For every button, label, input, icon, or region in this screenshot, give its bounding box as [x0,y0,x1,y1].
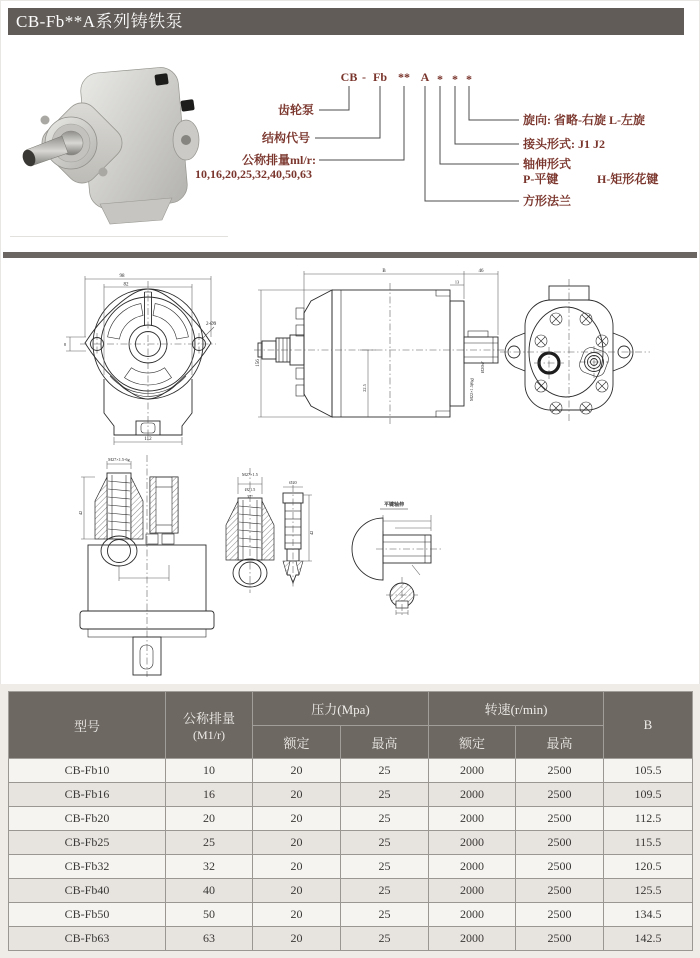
label-2-holes: 2-Ø9 [206,322,217,327]
technical-drawings [0,263,700,684]
port-section-left [95,473,143,566]
code-part-star1: * [437,72,443,86]
table-row: CB-Fb16 16 20 25 2000 2500 109.5 [9,783,693,807]
page-title-bar [8,8,684,35]
dim-13: 13 [454,279,460,285]
header-pressure-rated: 额定 [253,726,341,759]
label-angle: 37° [246,494,254,499]
cell-model: CB-Fb50 [9,903,166,927]
dim-156: 156 [256,359,261,367]
label-connector: 接头形式: J1 J2 [523,137,605,151]
label-shaft-dia: Ø20h7 [480,361,485,373]
label-thread-spec: M27×1.5-6g [108,457,130,462]
label-stud-dia: Ø20 [289,480,297,485]
dim-42a: 42 [78,510,83,516]
code-part-a: A [420,70,430,84]
header-pressure-max: 最高 [341,726,429,759]
dim-112: 112 [144,437,152,442]
label-shaft-p: P-平键 [523,172,559,186]
dim-22-5: 22.5 [362,384,367,392]
code-part-fb: Fb [372,70,388,84]
label-displacement: 公称排量ml/r: [242,153,316,167]
code-part-disp: ** [398,70,410,84]
code-part-star2: * [452,72,458,86]
cell-model: CB-Fb40 [9,879,166,903]
code-part-dash: - [362,70,366,84]
header-speed-group: 转速(r/min) [429,692,604,726]
label-shaft-h: H-矩形花键 [597,172,659,186]
cell-model: CB-Fb32 [9,855,166,879]
rear-view-drawing [500,279,650,421]
port-section-right [150,477,178,533]
dim-46: 46 [478,269,484,274]
front-view-dimensions [63,276,214,445]
table-row: CB-Fb32 32 20 25 2000 2500 120.5 [9,855,693,879]
table-row: CB-Fb20 20 20 25 2000 2500 112.5 [9,807,693,831]
header-b: B [604,692,693,759]
label-thread-spec2: M27×1.5 [242,472,258,477]
header-speed-max: 最高 [516,726,604,759]
table-header-row-1 [9,692,693,726]
port-section-topview-drawing [78,455,214,677]
cell-model: CB-Fb16 [9,783,166,807]
label-rear-thread: M22×1.5(6g) [469,377,474,401]
dim-82: 82 [123,282,129,288]
cell-model: CB-Fb20 [9,807,166,831]
label-bore: Ø21.5 [244,487,256,492]
spec-table [8,691,693,951]
page-title: CB-Fb**A系列铸铁泵 [16,12,184,31]
dim-42b: 42 [309,530,314,535]
shaft-detail-title: 平键轴伸 [383,503,405,508]
port-detail-female [226,468,274,593]
label-gear-pump: 齿轮泵 [277,103,314,117]
model-code-diagram [0,55,700,251]
dim-8: 8 [63,342,66,347]
port-detail-drawing [226,468,314,593]
table-row: CB-Fb10 10 20 25 2000 2500 105.5 [9,759,693,783]
side-view-dimensions [258,271,498,417]
label-displacement-values: 10,16,20,25,32,40,50,63 [195,167,312,181]
code-connector-lines [315,86,519,201]
label-rotation: 旋向: 省略-右旋 L-左旋 [523,113,645,127]
label-shaft-type: 轴伸形式 [523,157,572,171]
dim-98: 98 [119,274,125,279]
side-view-drawing [254,269,506,424]
label-flange: 方形法兰 [523,194,572,208]
cell-model: CB-Fb25 [9,831,166,855]
header-pressure-group: 压力(Mpa) [253,692,429,726]
cell-model: CB-Fb63 [9,927,166,951]
header-speed-rated: 额定 [429,726,516,759]
header-model: 型号 [9,692,166,759]
table-row: CB-Fb63 63 20 25 2000 2500 142.5 [9,927,693,951]
table-row: CB-Fb25 25 20 25 2000 2500 115.5 [9,831,693,855]
port-detail-stud [283,480,314,589]
front-view-drawing [64,274,217,445]
label-structure-code: 结构代号 [261,131,310,145]
code-labels [195,102,658,208]
header-displacement: 公称排量 (M1/r) [166,692,253,759]
section-divider [3,252,697,258]
dim-b: B [382,269,386,274]
model-code-string [341,70,472,86]
table-row: CB-Fb40 40 20 25 2000 2500 125.5 [9,879,693,903]
code-part-star3: * [466,72,472,86]
code-part-cb: CB [340,70,358,84]
shaft-key-detail-drawing [352,501,442,615]
table-row: CB-Fb50 50 20 25 2000 2500 134.5 [9,903,693,927]
cell-model: CB-Fb10 [9,759,166,783]
